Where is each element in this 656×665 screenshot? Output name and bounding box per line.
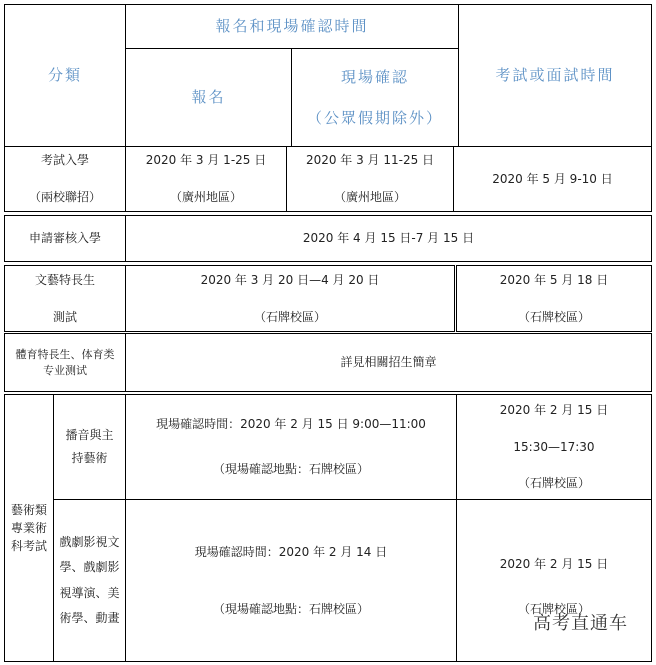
art-sub1-exam-date: 2020 年 2 月 15 日 (499, 402, 609, 417)
row1-confirm (286, 146, 454, 212)
row3-exam-place: （石牌校區） (517, 309, 590, 324)
art-sub1-exam-place: （石牌校區） (517, 476, 590, 491)
row3-name (4, 265, 126, 332)
row3-name-2: 測試 (52, 309, 77, 324)
row3-reg-date: 2020 年 3 月 20 日—4 月 20 日 (200, 272, 380, 287)
row1-exam-date: 2020 年 5 月 9-10 日 (492, 171, 613, 186)
row1-conf-place: （廣州地區） (333, 190, 406, 204)
row4-detail-text: 詳見相關招生簡章 (340, 355, 437, 370)
row1-reg-date: 2020 年 3 月 1-25 日 (145, 153, 267, 168)
art-sub2-exam-place: （石牌校區） (517, 601, 590, 616)
row3-reg-place: （石牌校區） (253, 309, 326, 324)
row4-name (4, 333, 126, 392)
art-group-text: 藝術類專業術科考試 (10, 503, 47, 553)
art-sub1-exam (456, 394, 652, 500)
row4-name-1: 體育特長生、体育类 (15, 348, 115, 362)
row4-detail (125, 333, 652, 392)
row1-name-1: 考試入學 (40, 153, 89, 168)
art-sub1-exam-time: 15:30—17:30 (513, 439, 595, 454)
header-category-text: 分類 (47, 66, 82, 84)
art-sub1-place: （現場確認地點：石牌校區） (212, 462, 369, 476)
header-confirm (291, 48, 459, 147)
art-sub2-confirm (125, 499, 457, 662)
row1-name-2: （兩校聯招） (28, 190, 101, 204)
art-sub1-name-text: 播音與主持藝術 (65, 428, 114, 465)
row1-name (4, 146, 126, 212)
art-sub1-confirm (125, 394, 457, 500)
art-sub2-exam (456, 499, 652, 662)
row2-date-text: 2020 年 4 月 15 日-7 月 15 日 (302, 231, 475, 246)
row2-date (125, 215, 652, 262)
header-reg-confirm-text: 報名和現場確認時間 (215, 17, 369, 35)
art-group (4, 394, 54, 662)
header-register-text: 報名 (191, 88, 226, 106)
header-register (125, 48, 292, 147)
watermark: 高考直通车 (533, 613, 628, 634)
row3-exam (456, 265, 652, 332)
header-category (4, 4, 126, 147)
row3-exam-date: 2020 年 5 月 18 日 (499, 272, 609, 287)
row3-register (125, 265, 455, 332)
header-exam-time (458, 4, 652, 147)
art-sub2-name (53, 499, 126, 662)
row2-name-text: 申請審核入學 (28, 231, 101, 246)
header-confirm-text: 現場確認 (340, 67, 409, 86)
header-reg-confirm (125, 4, 459, 49)
row1-reg-place: （廣州地區） (169, 190, 242, 204)
row1-conf-date: 2020 年 3 月 11-25 日 (305, 153, 435, 168)
art-sub2-time: 現場確認時間：2020 年 2 月 14 日 (194, 544, 388, 559)
row2-name (4, 215, 126, 262)
row4-name-2: 专业测试 (43, 363, 87, 377)
art-sub2-name-text: 戲劇影視文學、戲劇影視導演、美術學、動畫 (59, 535, 120, 625)
header-exam-time-text: 考試或面試時間 (495, 66, 615, 84)
header-confirm-note: （公眾假期除外） (306, 108, 443, 127)
row3-name-1: 文藝特長生 (34, 272, 95, 287)
row1-exam (453, 146, 652, 212)
art-sub1-name (53, 394, 126, 500)
row1-register (125, 146, 287, 212)
art-sub1-time: 現場確認時間：2020 年 2 月 15 日 9:00—11:00 (156, 417, 426, 432)
art-sub2-place: （現場確認地點：石牌校區） (212, 601, 369, 616)
art-sub2-exam-date: 2020 年 2 月 15 日 (499, 557, 609, 571)
